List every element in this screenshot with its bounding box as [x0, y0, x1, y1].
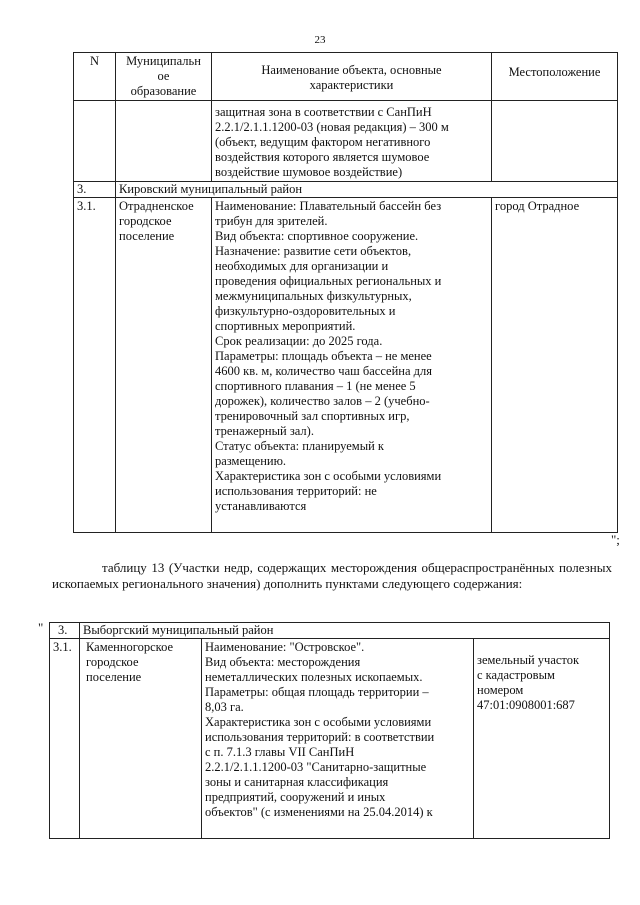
page-number: 23	[314, 34, 326, 46]
header-municipality: Муниципальн ое образование	[116, 53, 212, 101]
row-location: земельный участок с кадастровым номером 47:01:0908001:687	[474, 639, 610, 839]
section-number: 3.	[74, 182, 116, 198]
table-header-row	[74, 53, 618, 101]
row-number: 3.1.	[74, 198, 116, 533]
objects-table-kirovsky	[73, 52, 618, 533]
objects-table-vyborgsky	[49, 622, 610, 839]
header-number: N	[74, 53, 116, 101]
row-number: 3.1.	[50, 639, 80, 839]
section-row	[74, 182, 618, 198]
opening-quote: "	[38, 620, 44, 635]
row-location: город Отрадное	[492, 198, 618, 533]
row-object-description: Наименование: Плавательный бассейн без трибун для зрителей. Вид объекта: спортивное сооружение. Назначение: развитие сети объектов, необходимых для организации и проведения официальных региональных и межмуниципальных физкультурных, физкультурно-оздоровительных и спортивных мероприятий. Срок реализации: до 2025 года. Параметры: площадь объекта – не менее 4600 кв. м, количество чаш бассейна для спортивного плавания – 1 (не менее 5 дорожек), количество залов – 2 (учебно- тренировочный зал спортивных игр, тренажерный зал). Статус объекта: планируемый к размещению. Характеристика зон с особыми условиями использования территорий: не устанавливаются	[212, 198, 492, 533]
table-row	[74, 198, 618, 533]
header-location: Местоположение	[492, 53, 618, 101]
section-title: Кировский муниципальный район	[116, 182, 618, 198]
amendment-paragraph-text: таблицу 13 (Участки недр, содержащих месторождения общераспространённых полезных ископаемых регионального значения) дополнить пунктами следующего содержания:	[52, 560, 612, 591]
header-object: Наименование объекта, основные характеристики	[212, 53, 492, 101]
row-municipality: Каменногорское городское поселение	[80, 639, 202, 839]
continuation-cell: защитная зона в соответствии с СанПиН 2.2.1/2.1.1.1200-03 (новая редакция) – 300 м (объект, ведущим фактором негативного воздействия которого является шумовое воздействие шумовое воздействие)	[212, 101, 492, 182]
amendment-paragraph	[52, 560, 612, 592]
table-row	[50, 639, 610, 839]
section-title: Выборгский муниципальный район	[80, 623, 610, 639]
table-row	[74, 101, 618, 182]
row-object-description: Наименование: "Островское". Вид объекта: месторождения неметаллических полезных ископаемых. Параметры: общая площадь территории – 8,03 га. Характеристика зон с особыми условиями использования территорий: в соответствии с п. 7.1.3 главы VII СанПиН 2.2.1/2.1.1.1200-03 "Санитарно-защитные зоны и санитарная классификация предприятий, сооружений и иных объектов" (с изменениями на 25.04.2014) к	[202, 639, 474, 839]
closing-quote: ";	[611, 532, 620, 547]
section-number: 3.	[50, 623, 80, 639]
row-municipality: Отрадненское городское поселение	[116, 198, 212, 533]
section-row	[50, 623, 610, 639]
